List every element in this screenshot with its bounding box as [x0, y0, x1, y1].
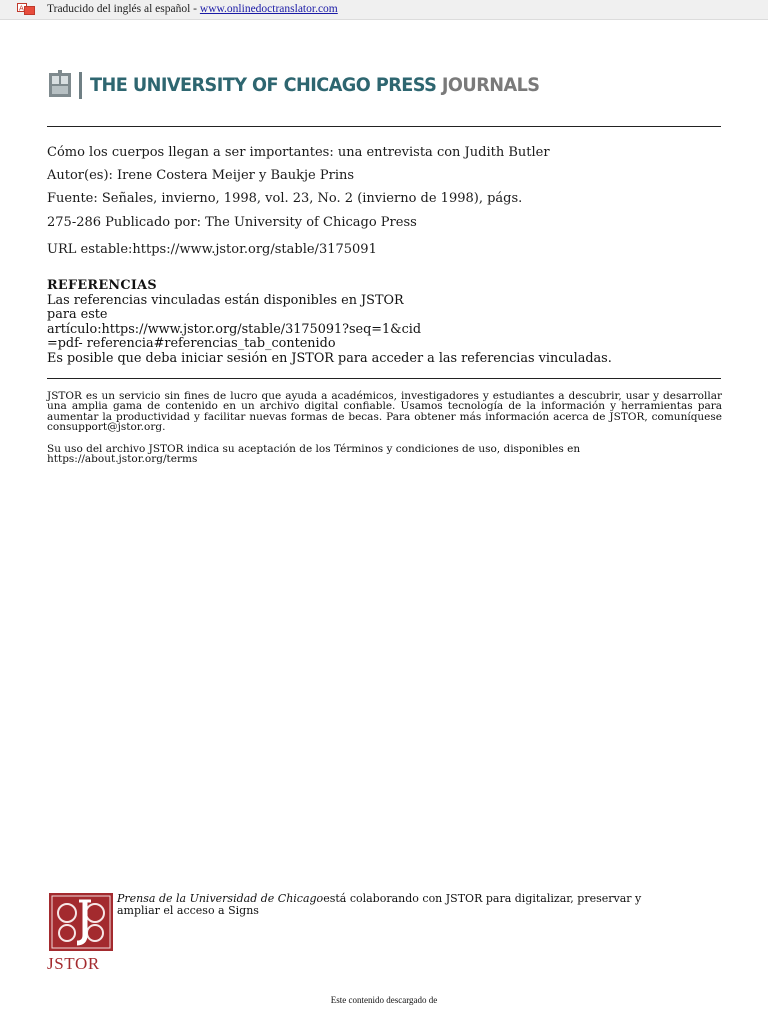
references-link-continued[interactable]: =pdf- referencia#referencias_tab_contenido — [47, 336, 336, 352]
stable-url[interactable] — [47, 242, 377, 257]
divider-middle — [47, 378, 721, 379]
stable-url-text[interactable]: URL estable:https://www.jstor.org/stable/3175091 — [47, 242, 377, 257]
download-note: Este contenido descargado de — [330, 995, 438, 1005]
terms-text: Su uso del archivo JSTOR indica su aceptación de los Términos y condiciones de uso, disponibles en — [47, 443, 581, 455]
translate-icon — [17, 3, 35, 18]
svg-text:A: A — [19, 4, 24, 13]
jstor-logo-icon — [49, 893, 113, 951]
translator-bar — [0, 0, 768, 20]
references-line: Las referencias vinculadas están disponibles en JSTOR — [47, 292, 404, 308]
references-link[interactable]: artículo:https://www.jstor.org/stable/3175091?seq=1&cid — [47, 321, 422, 337]
references-line: para este — [47, 307, 108, 323]
translator-text: Traducido del inglés al español - — [47, 3, 200, 15]
article-source: Fuente: Señales, invierno, 1998, vol. 23, No. 2 (invierno de 1998), págs. — [47, 191, 523, 206]
press-title — [90, 74, 539, 96]
press-name: Prensa de la Universidad de Chicago — [117, 892, 324, 905]
references-block — [47, 279, 612, 367]
terms-link[interactable]: https://about.jstor.org/terms — [47, 453, 198, 466]
press-title-sub: JOURNALS — [441, 74, 540, 96]
logo-divider — [79, 72, 82, 99]
press-title-main: THE UNIVERSITY OF CHICAGO PRESS — [90, 74, 437, 96]
collaboration-text: está colaborando con JSTOR para digitalizar, preservar y ampliar el acceso a Signs — [117, 892, 642, 917]
article-source-continued: 275-286 Publicado por: The University of Chicago Press — [47, 215, 417, 230]
article-authors: Autor(es): Irene Costera Meijer y Baukje Prins — [47, 168, 355, 183]
references-login-note: Es posible que deba iniciar sesión en JSTOR para acceder a las referencias vinculadas. — [47, 350, 612, 366]
references-heading: REFERENCIAS — [47, 278, 157, 293]
jstor-wordmark: JSTOR — [47, 954, 100, 973]
article-title: Cómo los cuerpos llegan a ser importantes: una entrevista con Judith Butler — [47, 145, 550, 160]
jstor-description: JSTOR es un servicio sin fines de lucro que ayuda a académicos, investigadores y estudiantes a descubrir, usar y desarrollar una amplia gama de contenido en un archivo digital confiable. Usamos tecnología de la información y herramientas para aumentar la productividad y facilitar nuevas formas de becas. Para obtener más información acerca de JSTOR, comuníquese consupport@jstor.org. — [47, 390, 722, 434]
press-crest-icon — [48, 70, 72, 104]
translator-note — [47, 3, 338, 15]
terms-of-use — [47, 444, 722, 465]
translator-link[interactable]: www.onlinedoctranslator.com — [199, 3, 338, 15]
divider-top — [47, 126, 721, 127]
collaboration-note — [117, 893, 677, 917]
